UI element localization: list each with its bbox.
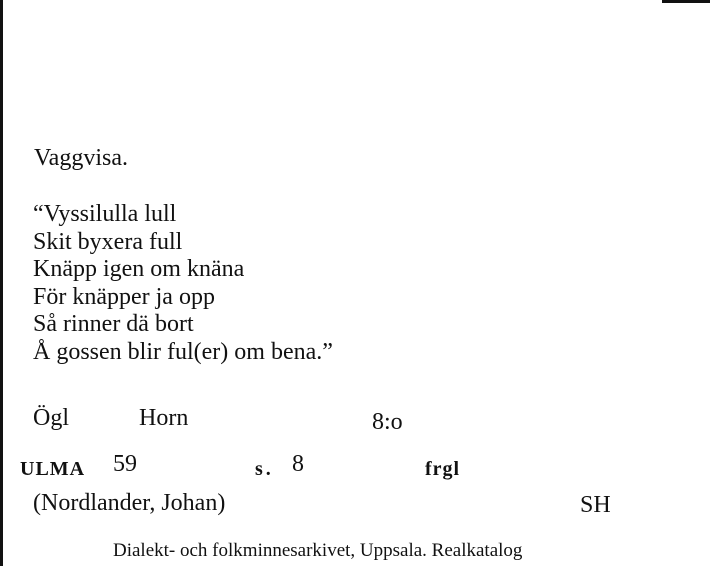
archive-footer: Dialekt- och folkminnesarkivet, Uppsala. Realkatalog [113, 540, 523, 561]
archive-code: ULMA [20, 458, 86, 480]
page-number: 8 [292, 451, 304, 477]
poem-line: För knäpper ja opp [33, 283, 215, 310]
poem-line: “Vyssilulla lull [33, 201, 177, 227]
district-label: Horn [139, 405, 189, 431]
card-top-right-edge [662, 0, 710, 3]
category-code: frgl [425, 458, 461, 480]
poem-line: Skit byxera full [33, 228, 183, 255]
poem-line: Så rinner dä bort [33, 311, 194, 337]
collector-name: (Nordlander, Johan) [33, 490, 226, 516]
poem-line: Knäpp igen om knäna [33, 256, 245, 282]
archive-number: 59 [113, 451, 137, 477]
poem-line: Å gossen blir ful(er) om bena.” [33, 338, 333, 365]
card-left-edge [0, 0, 3, 566]
place-label: Ögl [33, 405, 69, 431]
format-label: 8:o [372, 409, 403, 435]
poem-text [33, 201, 333, 366]
song-title: Vaggvisa. [34, 145, 128, 171]
page-label: s. [255, 458, 274, 480]
recorder-initials: SH [580, 492, 611, 518]
